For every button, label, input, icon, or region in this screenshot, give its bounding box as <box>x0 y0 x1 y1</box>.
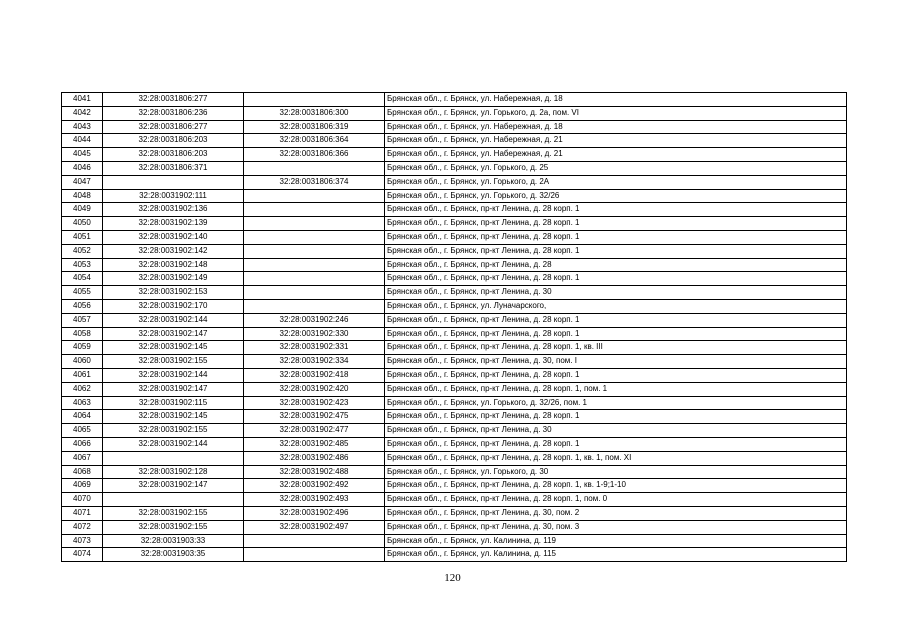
cadastral-number-cell: 32:28:0031902:136 <box>103 203 244 217</box>
row-number-cell: 4042 <box>62 106 103 120</box>
address-cell: Брянская обл., г. Брянск, ул. Луначарского, <box>385 299 847 313</box>
cadastral-number-2-cell: 32:28:0031902:492 <box>244 479 385 493</box>
cadastral-number-2-cell: 32:28:0031806:366 <box>244 148 385 162</box>
row-number-cell: 4065 <box>62 424 103 438</box>
cadastral-number-2-cell <box>244 161 385 175</box>
cadastral-number-2-cell: 32:28:0031806:300 <box>244 106 385 120</box>
row-number-cell: 4052 <box>62 244 103 258</box>
cadastral-number-cell: 32:28:0031902:155 <box>103 424 244 438</box>
row-number-cell: 4062 <box>62 382 103 396</box>
cadastral-number-cell: 32:28:0031902:144 <box>103 313 244 327</box>
row-number-cell: 4064 <box>62 410 103 424</box>
address-cell: Брянская обл., г. Брянск, ул. Калинина, д. 115 <box>385 548 847 562</box>
cadastral-number-cell: 32:28:0031902:147 <box>103 327 244 341</box>
address-cell: Брянская обл., г. Брянск, ул. Набережная, д. 21 <box>385 148 847 162</box>
table-row <box>62 230 847 244</box>
row-number-cell: 4050 <box>62 217 103 231</box>
row-number-cell: 4066 <box>62 437 103 451</box>
cadastral-number-2-cell <box>244 189 385 203</box>
cadastral-number-2-cell: 32:28:0031902:246 <box>244 313 385 327</box>
row-number-cell: 4051 <box>62 230 103 244</box>
cadastral-number-2-cell <box>244 93 385 107</box>
row-number-cell: 4057 <box>62 313 103 327</box>
row-number-cell: 4073 <box>62 534 103 548</box>
cadastral-number-cell: 32:28:0031902:144 <box>103 437 244 451</box>
cadastral-number-2-cell: 32:28:0031902:334 <box>244 355 385 369</box>
address-cell: Брянская обл., г. Брянск, пр-кт Ленина, д. 30, пом. I <box>385 355 847 369</box>
page-number: 120 <box>444 572 461 584</box>
cadastral-number-cell: 32:28:0031902:149 <box>103 272 244 286</box>
cadastral-number-2-cell: 32:28:0031902:418 <box>244 368 385 382</box>
address-cell: Брянская обл., г. Брянск, пр-кт Ленина, д. 30 <box>385 286 847 300</box>
cadastral-number-2-cell: 32:28:0031902:486 <box>244 451 385 465</box>
row-number-cell: 4048 <box>62 189 103 203</box>
table-row <box>62 424 847 438</box>
address-cell: Брянская обл., г. Брянск, пр-кт Ленина, д. 28 корп. 1, кв. 1-9;1-10 <box>385 479 847 493</box>
table-row <box>62 175 847 189</box>
row-number-cell: 4069 <box>62 479 103 493</box>
cadastral-number-cell: 32:28:0031902:128 <box>103 465 244 479</box>
row-number-cell: 4059 <box>62 341 103 355</box>
row-number-cell: 4055 <box>62 286 103 300</box>
table-row <box>62 134 847 148</box>
cadastral-number-2-cell <box>244 230 385 244</box>
table-row <box>62 313 847 327</box>
cadastral-number-cell: 32:28:0031903:33 <box>103 534 244 548</box>
address-cell: Брянская обл., г. Брянск, пр-кт Ленина, д. 28 <box>385 258 847 272</box>
table-row <box>62 396 847 410</box>
table-row <box>62 451 847 465</box>
table-row <box>62 217 847 231</box>
row-number-cell: 4045 <box>62 148 103 162</box>
address-cell: Брянская обл., г. Брянск, ул. Горького, д. 2А <box>385 175 847 189</box>
cadastral-number-2-cell: 32:28:0031902:423 <box>244 396 385 410</box>
table-row <box>62 506 847 520</box>
row-number-cell: 4041 <box>62 93 103 107</box>
cadastral-number-2-cell <box>244 272 385 286</box>
address-cell: Брянская обл., г. Брянск, пр-кт Ленина, д. 30, пом. 3 <box>385 520 847 534</box>
cadastral-number-2-cell: 32:28:0031902:330 <box>244 327 385 341</box>
cadastral-number-cell: 32:28:0031902:145 <box>103 410 244 424</box>
cadastral-number-2-cell <box>244 258 385 272</box>
address-cell: Брянская обл., г. Брянск, ул. Набережная, д. 21 <box>385 134 847 148</box>
address-cell: Брянская обл., г. Брянск, пр-кт Ленина, д. 28 корп. 1 <box>385 230 847 244</box>
address-cell: Брянская обл., г. Брянск, пр-кт Ленина, д. 28 корп. 1 <box>385 327 847 341</box>
cadastral-number-cell: 32:28:0031806:277 <box>103 93 244 107</box>
table-row <box>62 520 847 534</box>
table-row <box>62 382 847 396</box>
address-cell: Брянская обл., г. Брянск, пр-кт Ленина, д. 28 корп. 1, кв. III <box>385 341 847 355</box>
address-cell: Брянская обл., г. Брянск, пр-кт Ленина, д. 28 корп. 1 <box>385 244 847 258</box>
address-cell: Брянская обл., г. Брянск, ул. Горького, д. 32/26 <box>385 189 847 203</box>
row-number-cell: 4046 <box>62 161 103 175</box>
cadastral-number-cell: 32:28:0031902:139 <box>103 217 244 231</box>
cadastral-number-2-cell: 32:28:0031902:497 <box>244 520 385 534</box>
row-number-cell: 4072 <box>62 520 103 534</box>
cadastral-number-cell: 32:28:0031902:155 <box>103 506 244 520</box>
cadastral-number-2-cell: 32:28:0031902:493 <box>244 493 385 507</box>
cadastral-number-cell: 32:28:0031903:35 <box>103 548 244 562</box>
cadastral-number-cell: 32:28:0031902:170 <box>103 299 244 313</box>
row-number-cell: 4043 <box>62 120 103 134</box>
cadastral-number-cell: 32:28:0031902:111 <box>103 189 244 203</box>
table-row <box>62 189 847 203</box>
cadastral-number-cell: 32:28:0031902:148 <box>103 258 244 272</box>
row-number-cell: 4054 <box>62 272 103 286</box>
cadastral-number-2-cell <box>244 286 385 300</box>
property-registry-table <box>61 92 847 562</box>
address-cell: Брянская обл., г. Брянск, пр-кт Ленина, д. 28 корп. 1, пом. 0 <box>385 493 847 507</box>
cadastral-number-2-cell <box>244 217 385 231</box>
cadastral-number-2-cell: 32:28:0031902:477 <box>244 424 385 438</box>
row-number-cell: 4063 <box>62 396 103 410</box>
table-row <box>62 286 847 300</box>
cadastral-number-2-cell: 32:28:0031806:364 <box>244 134 385 148</box>
cadastral-number-cell: 32:28:0031806:277 <box>103 120 244 134</box>
table-row <box>62 106 847 120</box>
row-number-cell: 4061 <box>62 368 103 382</box>
table-row <box>62 534 847 548</box>
address-cell: Брянская обл., г. Брянск, пр-кт Ленина, д. 30, пом. 2 <box>385 506 847 520</box>
table-row <box>62 161 847 175</box>
table-row <box>62 258 847 272</box>
row-number-cell: 4074 <box>62 548 103 562</box>
cadastral-number-cell: 32:28:0031902:115 <box>103 396 244 410</box>
cadastral-number-2-cell: 32:28:0031902:475 <box>244 410 385 424</box>
cadastral-number-cell: 32:28:0031806:371 <box>103 161 244 175</box>
table-row <box>62 548 847 562</box>
row-number-cell: 4049 <box>62 203 103 217</box>
row-number-cell: 4058 <box>62 327 103 341</box>
address-cell: Брянская обл., г. Брянск, ул. Набережная, д. 18 <box>385 93 847 107</box>
address-cell: Брянская обл., г. Брянск, ул. Горького, д. 32/26, пом. 1 <box>385 396 847 410</box>
cadastral-number-cell: 32:28:0031902:140 <box>103 230 244 244</box>
cadastral-number-2-cell: 32:28:0031902:420 <box>244 382 385 396</box>
table-row <box>62 203 847 217</box>
cadastral-number-2-cell <box>244 203 385 217</box>
table-row <box>62 327 847 341</box>
cadastral-number-cell: 32:28:0031902:147 <box>103 382 244 396</box>
address-cell: Брянская обл., г. Брянск, пр-кт Ленина, д. 28 корп. 1 <box>385 410 847 424</box>
cadastral-number-cell: 32:28:0031806:203 <box>103 148 244 162</box>
cadastral-number-2-cell <box>244 299 385 313</box>
table-row <box>62 355 847 369</box>
row-number-cell: 4068 <box>62 465 103 479</box>
cadastral-number-cell: 32:28:0031902:153 <box>103 286 244 300</box>
address-cell: Брянская обл., г. Брянск, ул. Горького, д. 2а, пом. VI <box>385 106 847 120</box>
address-cell: Брянская обл., г. Брянск, ул. Набережная, д. 18 <box>385 120 847 134</box>
table-row <box>62 120 847 134</box>
table-row <box>62 410 847 424</box>
table-row <box>62 148 847 162</box>
table-row <box>62 272 847 286</box>
row-number-cell: 4071 <box>62 506 103 520</box>
cadastral-number-2-cell: 32:28:0031902:488 <box>244 465 385 479</box>
row-number-cell: 4047 <box>62 175 103 189</box>
cadastral-number-2-cell <box>244 548 385 562</box>
table-row <box>62 368 847 382</box>
address-cell: Брянская обл., г. Брянск, пр-кт Ленина, д. 28 корп. 1 <box>385 203 847 217</box>
cadastral-number-cell <box>103 175 244 189</box>
cadastral-number-cell <box>103 451 244 465</box>
row-number-cell: 4060 <box>62 355 103 369</box>
cadastral-number-cell: 32:28:0031902:142 <box>103 244 244 258</box>
row-number-cell: 4053 <box>62 258 103 272</box>
row-number-cell: 4056 <box>62 299 103 313</box>
address-cell: Брянская обл., г. Брянск, пр-кт Ленина, д. 28 корп. 1 <box>385 217 847 231</box>
table-row <box>62 341 847 355</box>
cadastral-number-cell: 32:28:0031902:155 <box>103 355 244 369</box>
table-body <box>62 93 847 562</box>
address-cell: Брянская обл., г. Брянск, ул. Горького, д. 30 <box>385 465 847 479</box>
address-cell: Брянская обл., г. Брянск, пр-кт Ленина, д. 28 корп. 1 <box>385 313 847 327</box>
table-row <box>62 465 847 479</box>
cadastral-number-2-cell <box>244 534 385 548</box>
cadastral-number-cell: 32:28:0031806:203 <box>103 134 244 148</box>
address-cell: Брянская обл., г. Брянск, пр-кт Ленина, д. 28 корп. 1, кв. 1, пом. XI <box>385 451 847 465</box>
table-row <box>62 437 847 451</box>
table-row <box>62 479 847 493</box>
row-number-cell: 4070 <box>62 493 103 507</box>
cadastral-number-2-cell: 32:28:0031806:374 <box>244 175 385 189</box>
cadastral-number-2-cell: 32:28:0031806:319 <box>244 120 385 134</box>
table-row <box>62 493 847 507</box>
address-cell: Брянская обл., г. Брянск, пр-кт Ленина, д. 28 корп. 1, пом. 1 <box>385 382 847 396</box>
cadastral-number-2-cell: 32:28:0031902:331 <box>244 341 385 355</box>
cadastral-number-cell <box>103 493 244 507</box>
cadastral-number-cell: 32:28:0031902:155 <box>103 520 244 534</box>
cadastral-number-2-cell <box>244 244 385 258</box>
cadastral-number-cell: 32:28:0031902:145 <box>103 341 244 355</box>
address-cell: Брянская обл., г. Брянск, пр-кт Ленина, д. 28 корп. 1 <box>385 272 847 286</box>
cadastral-number-cell: 32:28:0031806:236 <box>103 106 244 120</box>
row-number-cell: 4044 <box>62 134 103 148</box>
address-cell: Брянская обл., г. Брянск, пр-кт Ленина, д. 30 <box>385 424 847 438</box>
address-cell: Брянская обл., г. Брянск, пр-кт Ленина, д. 28 корп. 1 <box>385 437 847 451</box>
table-row <box>62 299 847 313</box>
cadastral-number-cell: 32:28:0031902:147 <box>103 479 244 493</box>
address-cell: Брянская обл., г. Брянск, ул. Калинина, д. 119 <box>385 534 847 548</box>
table-row <box>62 93 847 107</box>
address-cell: Брянская обл., г. Брянск, ул. Горького, д. 25 <box>385 161 847 175</box>
cadastral-number-cell: 32:28:0031902:144 <box>103 368 244 382</box>
row-number-cell: 4067 <box>62 451 103 465</box>
cadastral-number-2-cell: 32:28:0031902:485 <box>244 437 385 451</box>
address-cell: Брянская обл., г. Брянск, пр-кт Ленина, д. 28 корп. 1 <box>385 368 847 382</box>
cadastral-number-2-cell: 32:28:0031902:496 <box>244 506 385 520</box>
table-row <box>62 244 847 258</box>
